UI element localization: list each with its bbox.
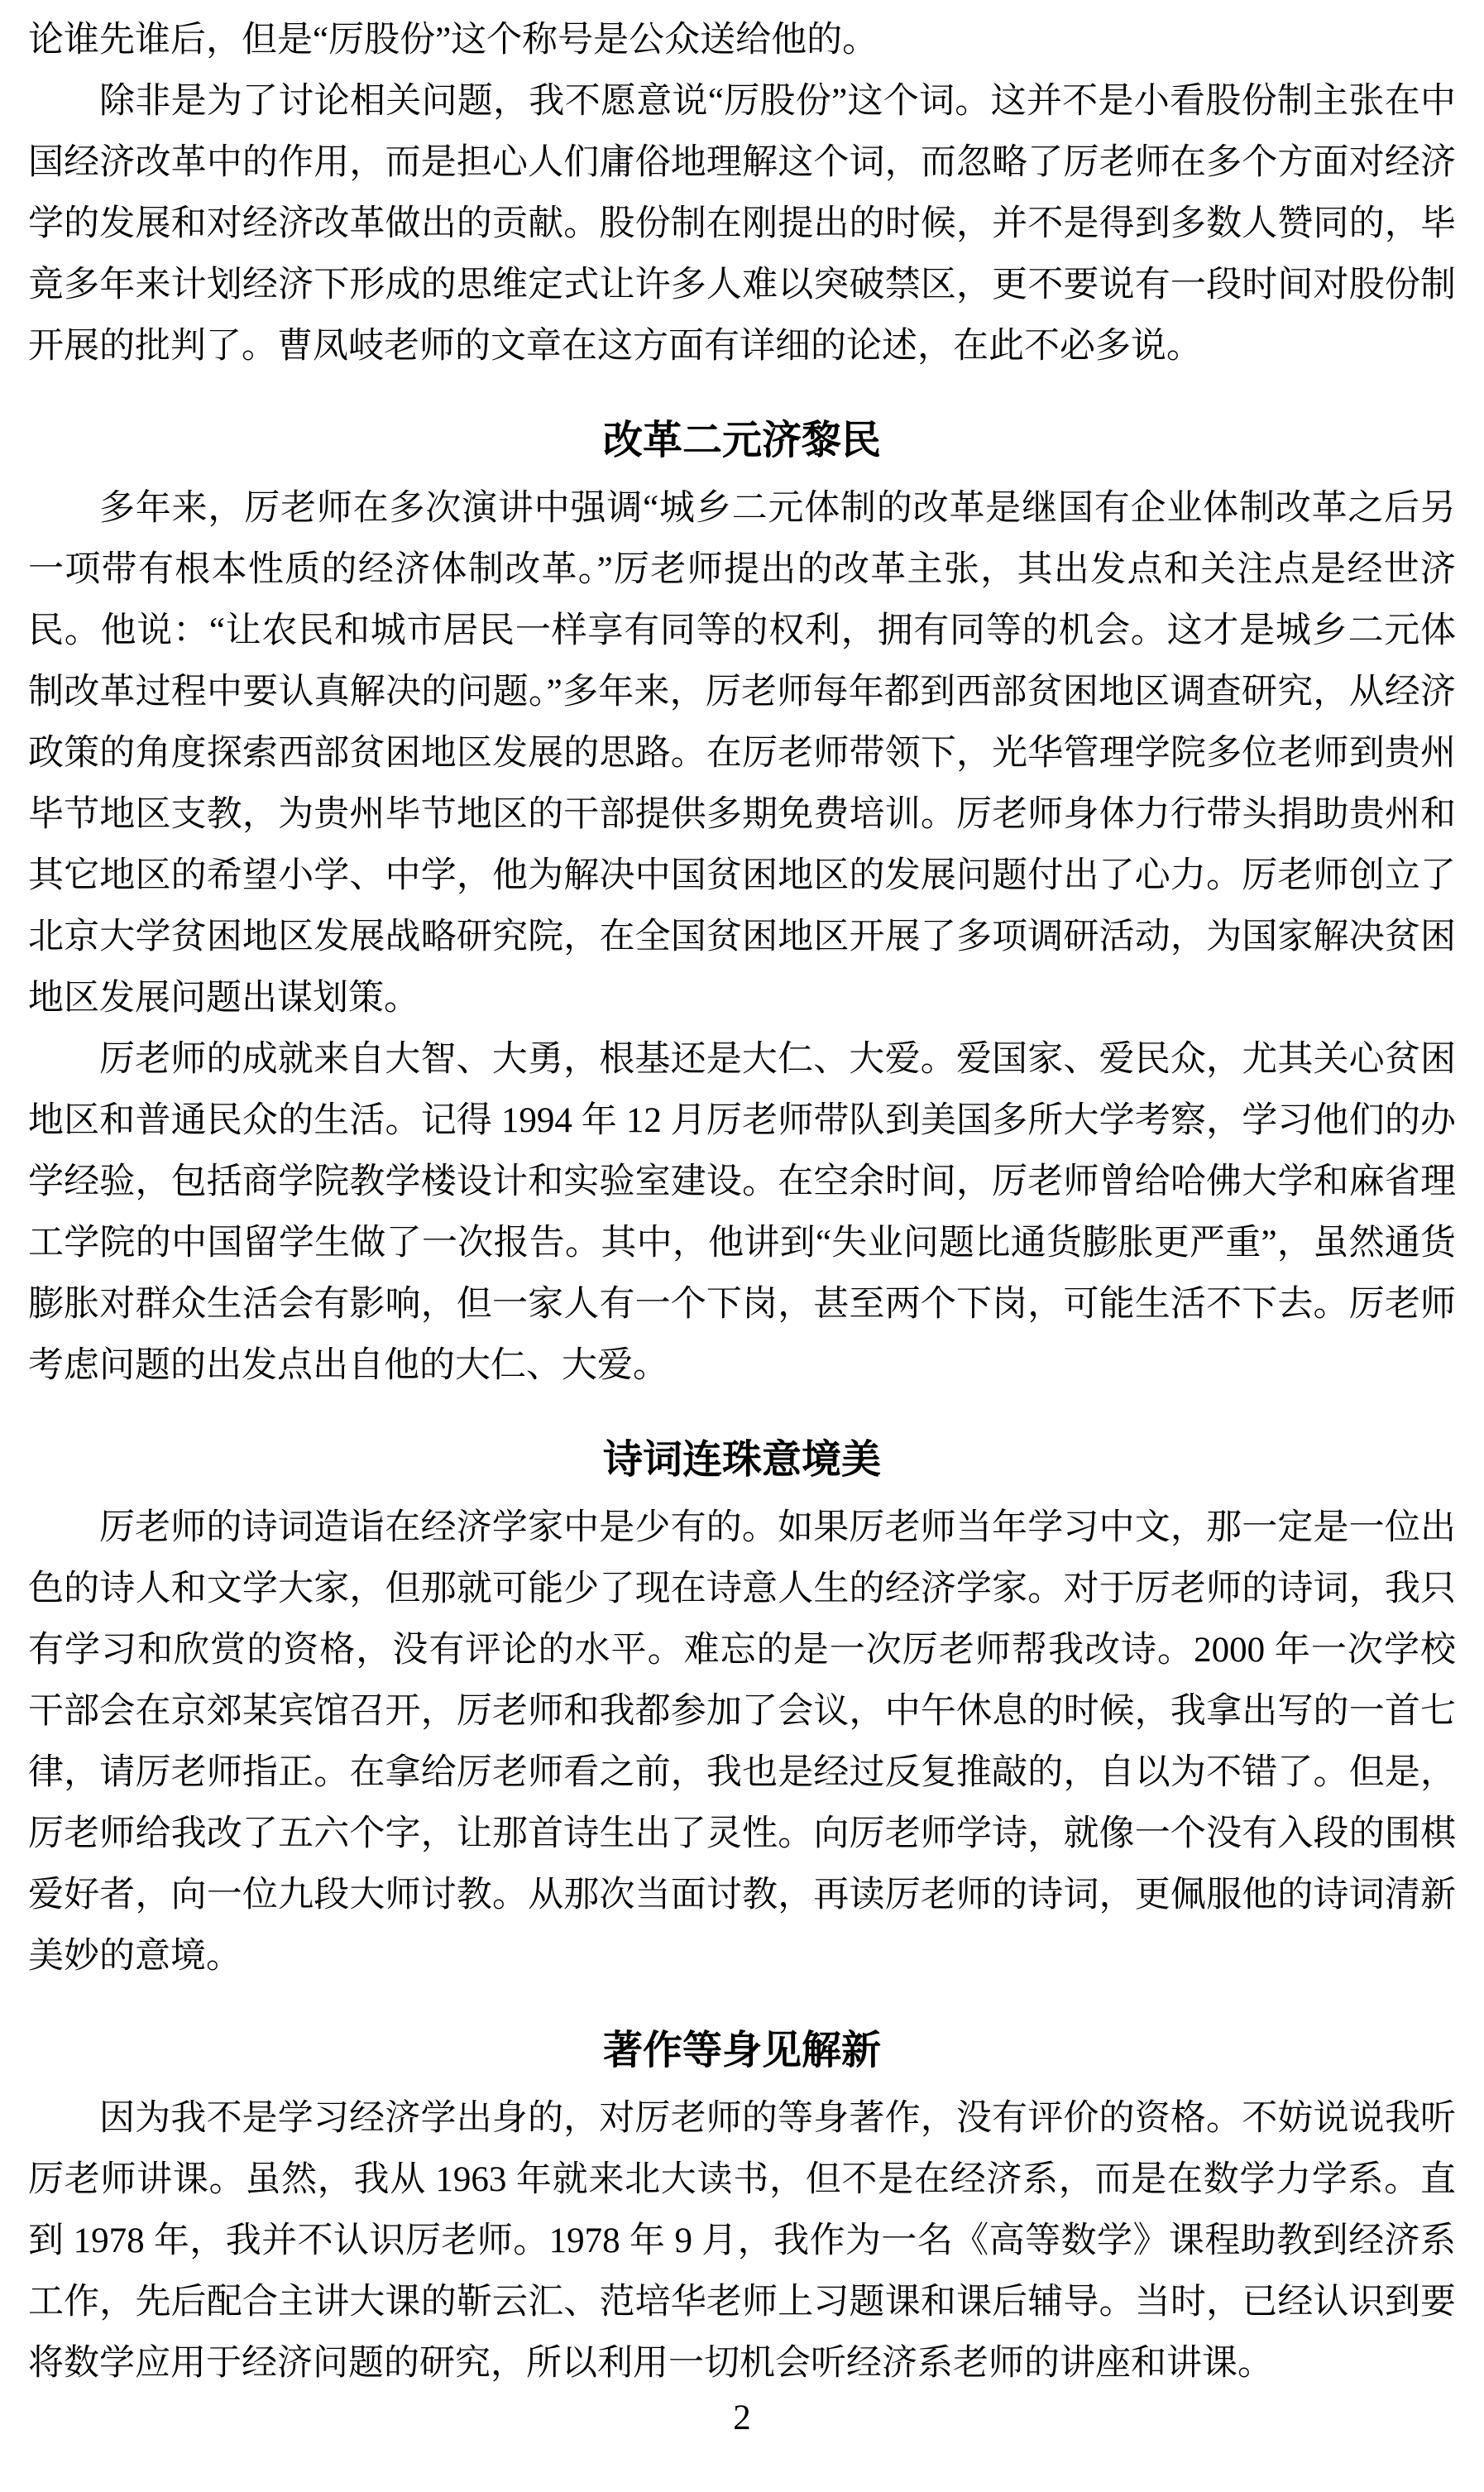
intro-paragraph-2: 除非是为了讨论相关问题，我不愿意说“厉股份”这个词。这并不是小看股份制主张在中国经济改革中的作用，而是担心人们庸俗地理解这个词，而忽略了厉老师在多个方面对经济学的发展和对经济改革做出的贡献。股份制在刚提出的时候，并不是得到多数人赞同的，毕竟多年来计划经济下形成的思维定式让许多人难以突破禁区，更不要说有一段时间对股份制开展的批判了。曹凤岐老师的文章在这方面有详细的论述，在此不必多说。 xyxy=(28,82,1456,366)
section-works-paragraph-1: 因为我不是学习经济学出身的，对厉老师的等身著作，没有评价的资格。不妨说说我听厉老师讲课。虽然，我从 1963 年就来北大读书，但不是在经济系，而是在数学力学系。直到 1978 年，我并不认识厉老师。1978 年 9 月，我作为一名《高等数学》课程助教到经济系工作，先后配合主讲大课的靳云汇、范培华老师上习题课和课后辅导。当时，已经认识到要将数学应用于经济问题的研究，所以利用一切机会听经济系老师的讲座和讲课。 xyxy=(28,2099,1456,2383)
section-reform-paragraph-2: 厉老师的成就来自大智、大勇，根基还是大仁、大爱。爱国家、爱民众，尤其关心贫困地区和普通民众的生活。记得 1994 年 12 月厉老师带队到美国多所大学考察，学习他们的办学经验，包括商学院教学楼设计和实验室建设。在空余时间，厉老师曾给哈佛大学和麻省理工学院的中国留学生做了一次报告。其中，他讲到“失业问题比通货膨胀更严重”，虽然通货膨胀对群众生活会有影响，但一家人有一个下岗，甚至两个下岗，可能生活不下去。厉老师考虑问题的出发点出自他的大仁、大爱。 xyxy=(28,1040,1456,1385)
page-number: 2 xyxy=(733,2399,751,2437)
intro-paragraph-1: 论谁先谁后，但是“厉股份”这个称号是公众送给他的。 xyxy=(28,21,878,60)
page-footer xyxy=(0,2398,1484,2439)
section-heading-poetry: 诗词连珠意境美 xyxy=(602,1438,881,1482)
section-heading-reform: 改革二元济黎民 xyxy=(602,419,881,462)
section-heading-works: 著作等身见解新 xyxy=(602,2029,881,2073)
section-reform-paragraph-1: 多年来，厉老师在多次演讲中强调“城乡二元体制的改革是继国有企业体制改革之后另一项带有根本性质的经济体制改革。”厉老师提出的改革主张，其出发点和关注点是经世济民。他说：“让农民和城市居民一样享有同等的权利，拥有同等的机会。这才是城乡二元体制改革过程中要认真解决的问题。”多年来，厉老师每年都到西部贫困地区调查研究，从经济政策的角度探索西部贫困地区发展的思路。在厉老师带领下，光华管理学院多位老师到贵州毕节地区支教，为贵州毕节地区的干部提供多期免费培训。厉老师身体力行带头捐助贵州和其它地区的希望小学、中学，他为解决中国贫困地区的发展问题付出了心力。厉老师创立了北京大学贫困地区发展战略研究院，在全国贫困地区开展了多项调研活动，为国家解决贫困地区发展问题出谋划策。 xyxy=(28,489,1456,1018)
section-poetry-paragraph-1: 厉老师的诗词造诣在经济学家中是少有的。如果厉老师当年学习中文，那一定是一位出色的诗人和文学大家，但那就可能少了现在诗意人生的经济学家。对于厉老师的诗词，我只有学习和欣赏的资格，没有评论的水平。难忘的是一次厉老师帮我改诗。2000 年一次学校干部会在京郊某宾馆召开，厉老师和我都参加了会议，中午休息的时候，我拿出写的一首七律，请厉老师指正。在拿给厉老师看之前，我也是经过反复推敲的，自以为不错了。但是，厉老师给我改了五六个字，让那首诗生出了灵性。向厉老师学诗，就像一个没有入段的围棋爱好者，向一位九段大师讨教。从那次当面讨教，再读厉老师的诗词，更佩服他的诗词清新美妙的意境。 xyxy=(28,1508,1456,1976)
